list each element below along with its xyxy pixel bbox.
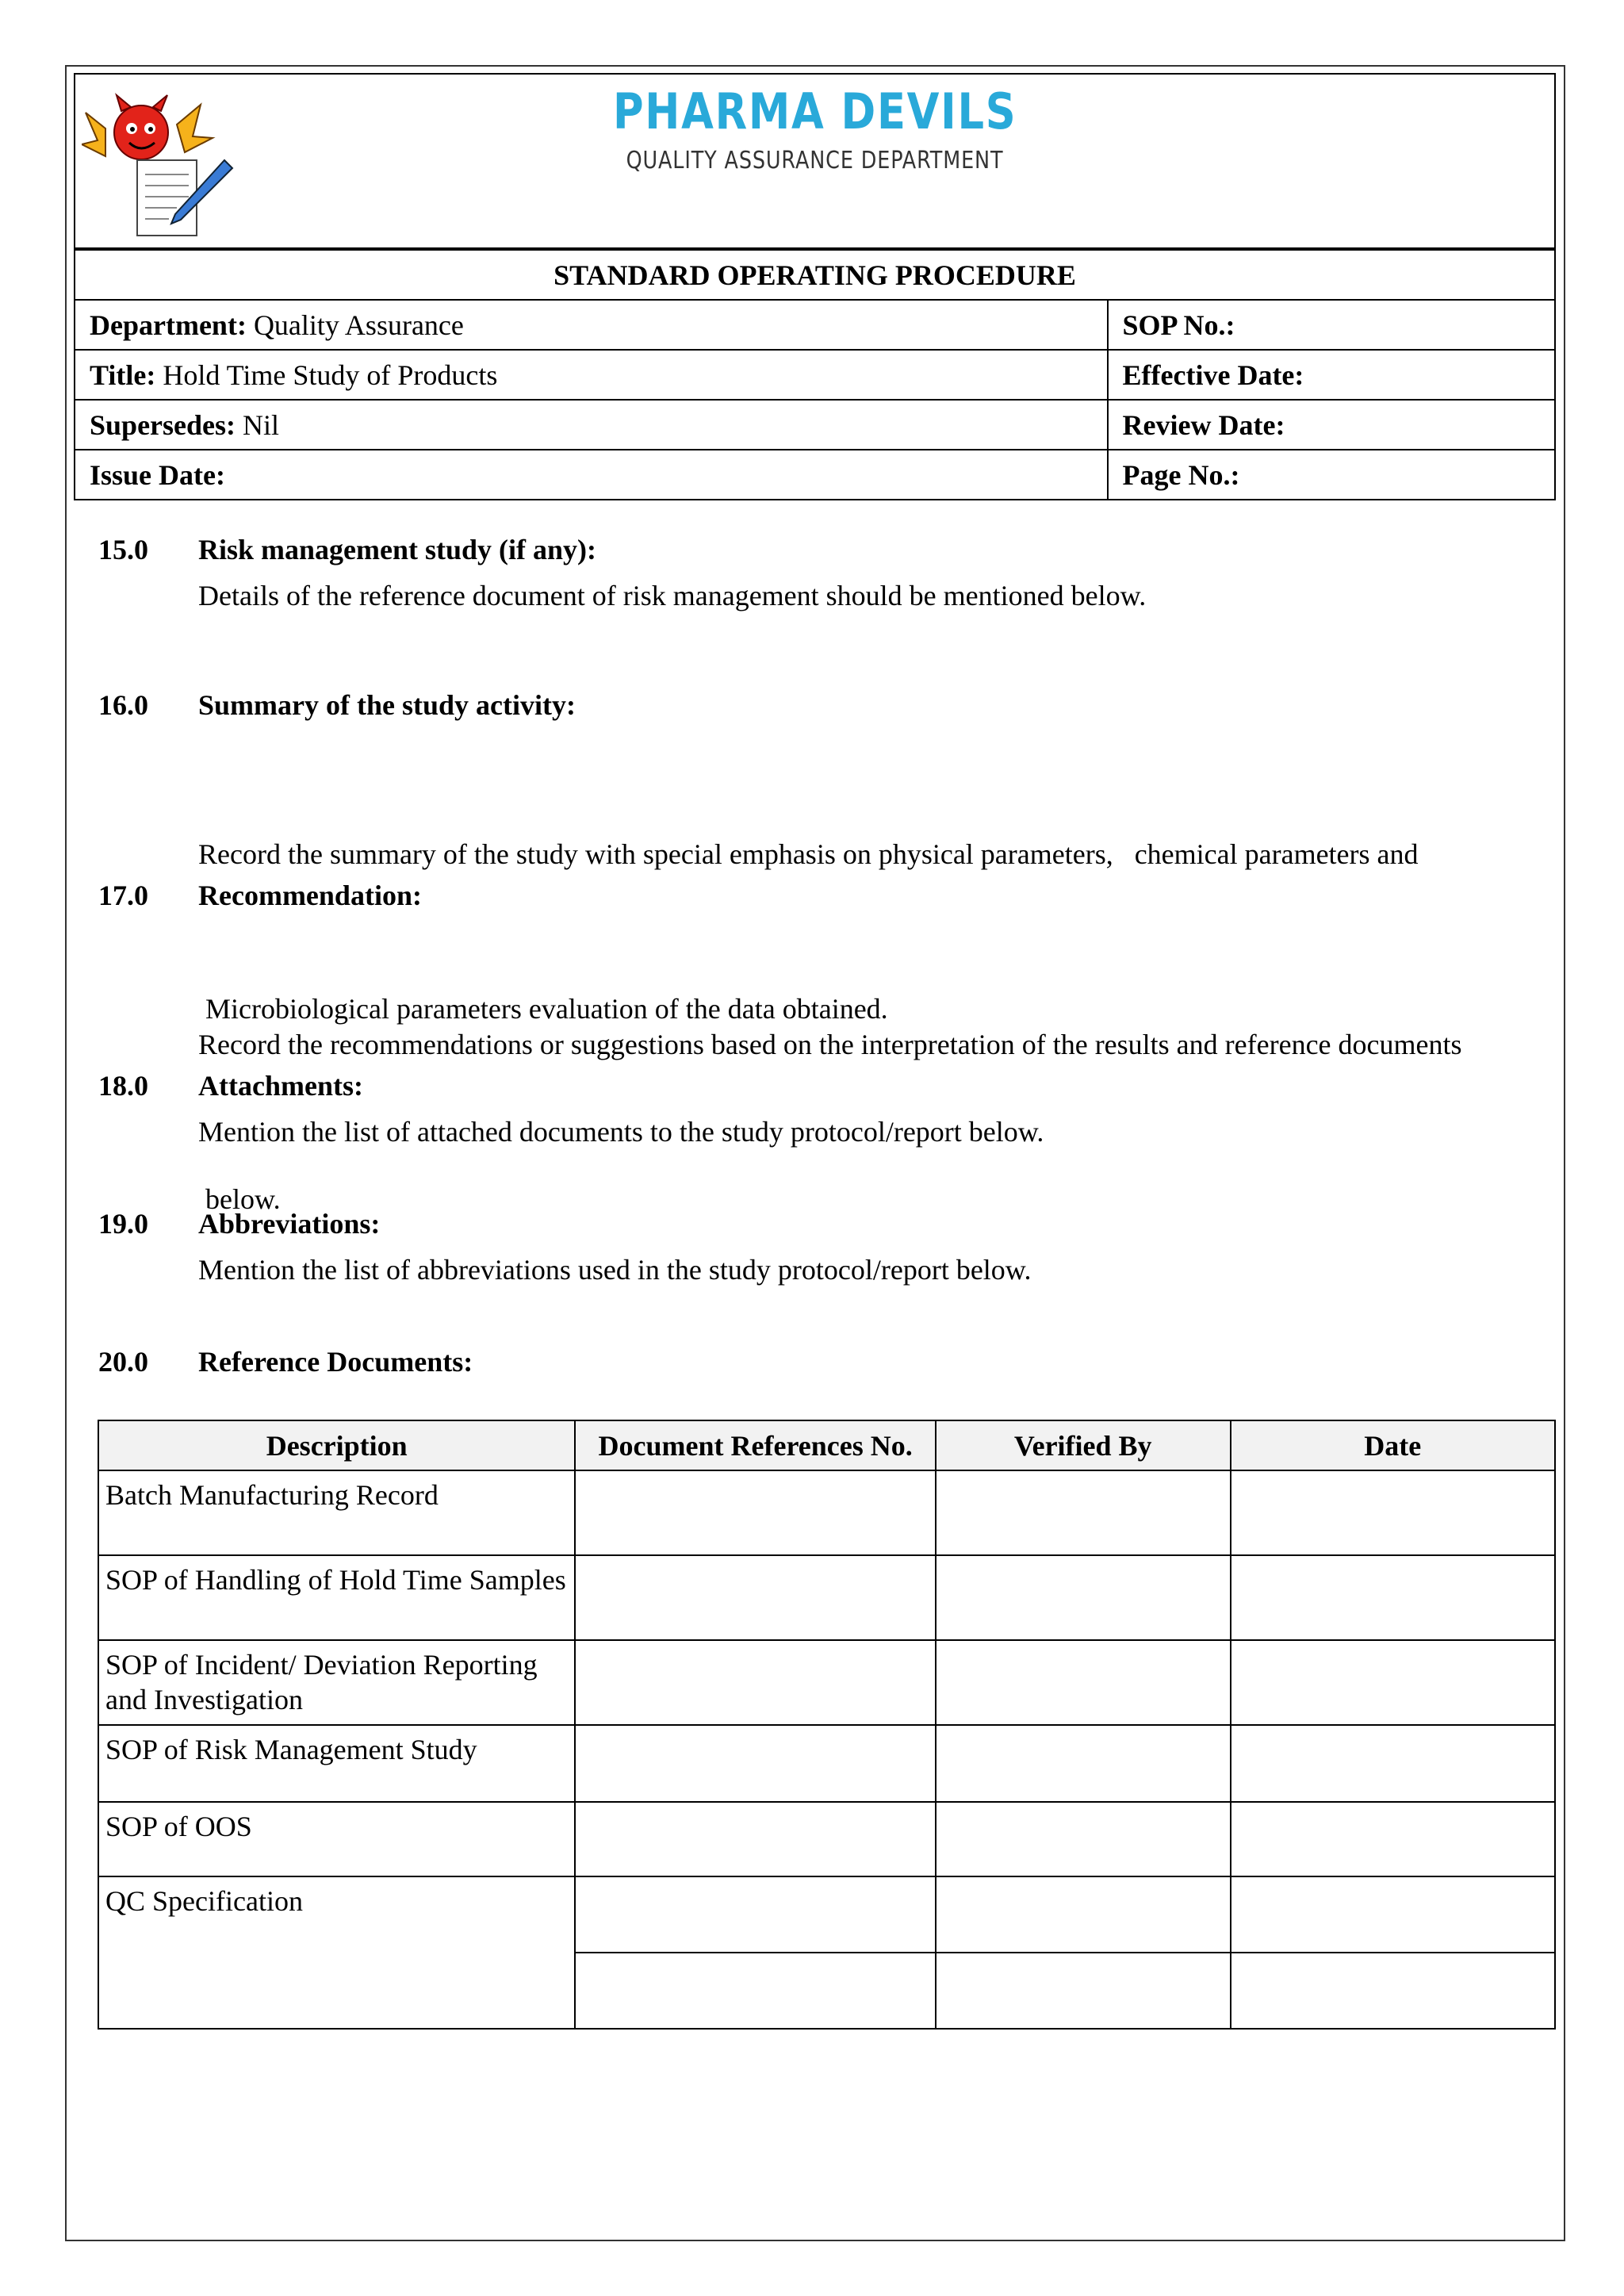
title-label: Title: (90, 358, 156, 391)
section-19 (98, 1207, 1557, 1296)
table-row (98, 1555, 1555, 1640)
row-doc-ref[interactable] (575, 1555, 936, 1640)
column-header-doc-ref: Document References No. (575, 1420, 936, 1470)
section-heading: Abbreviations: (198, 1208, 381, 1240)
row-date[interactable] (1231, 1953, 1555, 2029)
department-label: Department: (90, 309, 247, 341)
effective-date-cell (1108, 350, 1555, 400)
review-date-cell (1108, 400, 1555, 450)
review-date-label: Review Date: (1122, 408, 1285, 441)
issue-date-label: Issue Date: (90, 458, 225, 491)
section-text: Record the summary of the study with special emphasis on physical parameters, chemical parameters and (198, 838, 1419, 870)
row-date[interactable] (1231, 1876, 1555, 1953)
section-20 (98, 1345, 1557, 1378)
page-no-label: Page No.: (1122, 458, 1240, 491)
row-verified-by[interactable] (936, 1470, 1231, 1555)
supersedes-cell (75, 400, 1108, 450)
table-header-row (98, 1420, 1555, 1470)
section-18 (98, 1069, 1557, 1158)
section-heading: Summary of the study activity: (198, 689, 576, 721)
section-number: 16.0 (98, 689, 148, 721)
section-number: 18.0 (98, 1070, 148, 1102)
sop-no-cell (1108, 300, 1555, 350)
row-verified-by[interactable] (936, 1640, 1231, 1725)
section-number: 19.0 (98, 1208, 148, 1240)
column-header-verified-by: Verified By (936, 1420, 1231, 1470)
section-number: 17.0 (98, 880, 148, 911)
reference-documents-table (98, 1420, 1556, 2030)
row-date[interactable] (1231, 1802, 1555, 1876)
table-row (98, 1876, 1555, 1953)
row-description: QC Specification (98, 1876, 575, 2029)
row-doc-ref[interactable] (575, 1876, 936, 1953)
row-date[interactable] (1231, 1725, 1555, 1802)
section-number: 15.0 (98, 534, 148, 565)
supersedes-label: Supersedes: (90, 408, 236, 441)
table-row (98, 1802, 1555, 1876)
row-description: SOP of Risk Management Study (98, 1725, 575, 1802)
section-heading: Reference Documents: (198, 1346, 473, 1378)
row-description: Batch Manufacturing Record (98, 1470, 575, 1555)
row-description: SOP of Handling of Hold Time Samples (98, 1555, 575, 1640)
section-text: Details of the reference document of risk management should be mentioned below. (198, 580, 1147, 611)
section-15 (98, 533, 1557, 622)
table-row (98, 1470, 1555, 1555)
section-heading: Recommendation: (198, 880, 422, 911)
section-text: Mention the list of abbreviations used in the study protocol/report below. (198, 1254, 1032, 1286)
department-cell (75, 300, 1108, 350)
row-doc-ref[interactable] (575, 1470, 936, 1555)
issue-date-cell (75, 450, 1108, 500)
sop-title: STANDARD OPERATING PROCEDURE (75, 250, 1555, 300)
row-verified-by[interactable] (936, 1555, 1231, 1640)
brand-block (75, 82, 1554, 174)
effective-date-label: Effective Date: (1122, 358, 1304, 391)
row-verified-by[interactable] (936, 1876, 1231, 1953)
row-verified-by[interactable] (936, 1802, 1231, 1876)
section-text: Record the recommendations or suggestions based on the interpretation of the results and reference documents (198, 1029, 1462, 1060)
row-description: SOP of OOS (98, 1802, 575, 1876)
title-value: Hold Time Study of Products (163, 358, 498, 391)
row-date[interactable] (1231, 1470, 1555, 1555)
section-text: below. (198, 1183, 281, 1215)
section-heading: Attachments: (198, 1070, 363, 1102)
row-date[interactable] (1231, 1640, 1555, 1725)
sop-info-table (74, 249, 1556, 500)
table-row (98, 1725, 1555, 1802)
row-doc-ref[interactable] (575, 1640, 936, 1725)
brand-subtitle: QUALITY ASSURANCE DEPARTMENT (626, 147, 1004, 174)
supersedes-value: Nil (243, 408, 280, 441)
row-verified-by[interactable] (936, 1725, 1231, 1802)
title-cell (75, 350, 1108, 400)
section-text: Microbiological parameters evaluation of the data obtained. (198, 993, 888, 1025)
row-doc-ref[interactable] (575, 1802, 936, 1876)
table-row (98, 1640, 1555, 1725)
row-description: SOP of Incident/ Deviation Reporting and Investigation (98, 1640, 575, 1725)
row-doc-ref[interactable] (575, 1725, 936, 1802)
row-date[interactable] (1231, 1555, 1555, 1640)
column-header-description: Description (98, 1420, 575, 1470)
row-verified-by[interactable] (936, 1953, 1231, 2029)
department-value: Quality Assurance (253, 309, 464, 341)
section-text: Mention the list of attached documents to the study protocol/report below. (198, 1116, 1044, 1148)
document-header (74, 73, 1556, 249)
sop-no-label: SOP No.: (1122, 309, 1235, 341)
section-heading: Risk management study (if any): (198, 534, 597, 565)
row-doc-ref[interactable] (575, 1953, 936, 2029)
section-number: 20.0 (98, 1346, 148, 1378)
brand-name: PHARMA DEVILS (612, 82, 1017, 140)
page-no-cell (1108, 450, 1555, 500)
column-header-date: Date (1231, 1420, 1555, 1470)
